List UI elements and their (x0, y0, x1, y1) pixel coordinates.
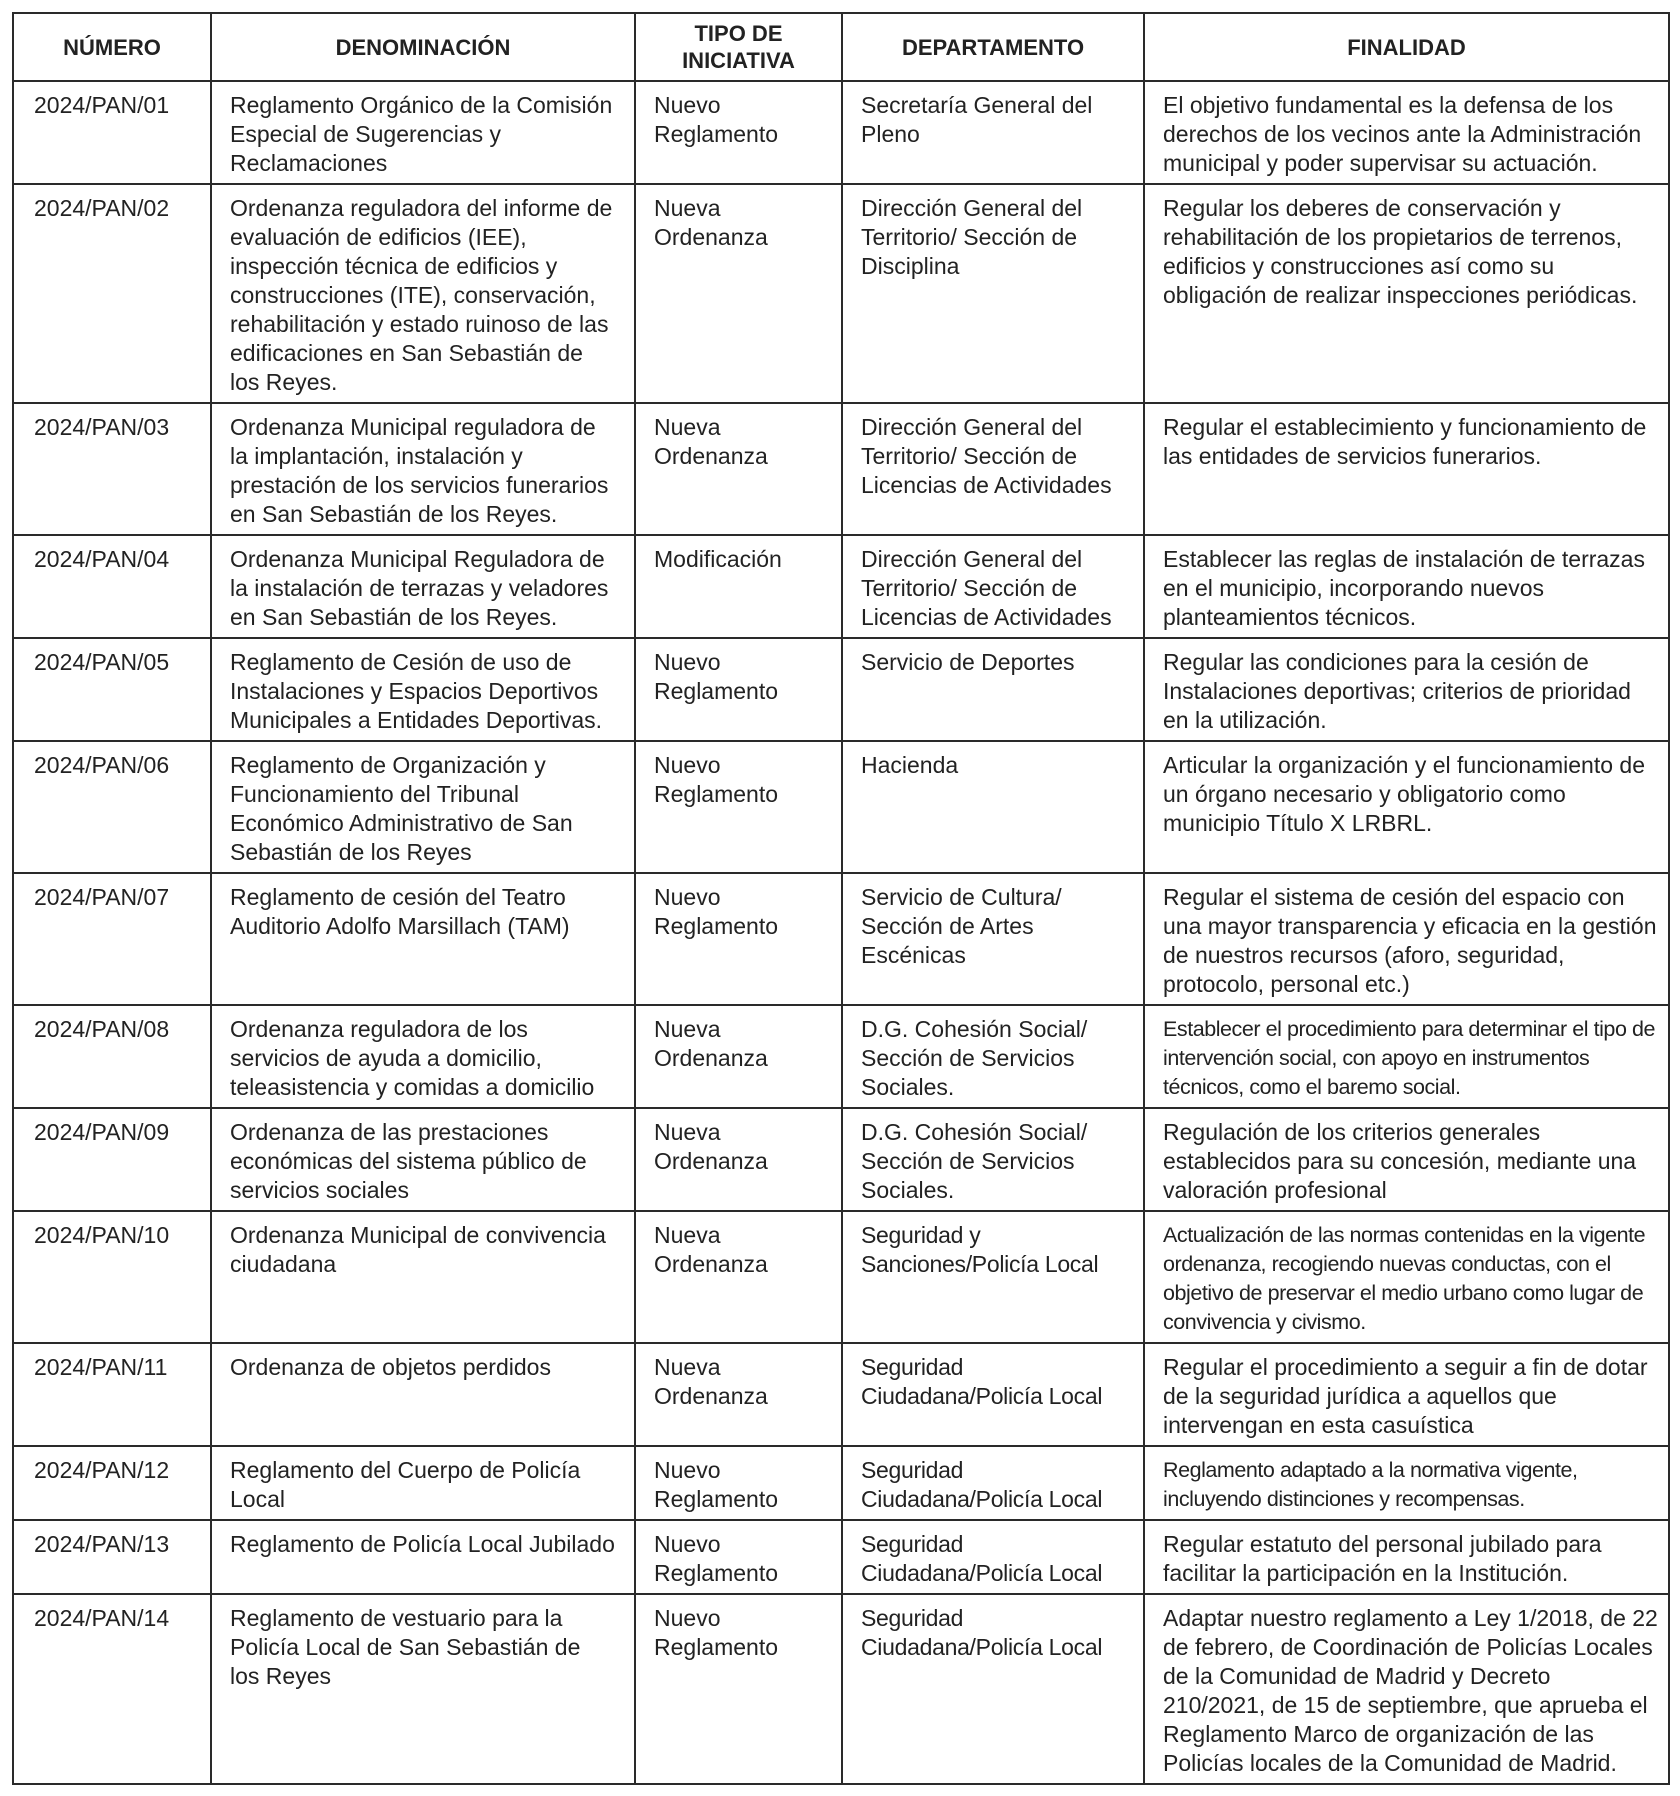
cell-finalidad: Reglamento adaptado a la normativa vigente, incluyendo distinciones y recompensas. (1144, 1446, 1669, 1520)
cell-tipo-iniciativa: Nueva Ordenanza (635, 403, 842, 535)
cell-numero: 2024/PAN/08 (13, 1005, 211, 1108)
cell-finalidad: Regular el procedimiento a seguir a fin de dotar de la seguridad jurídica a aquellos que intervengan en esta casuística (1144, 1343, 1669, 1446)
table-row (13, 1005, 1669, 1108)
cell-departamento: Servicio de Deportes (842, 638, 1144, 741)
table-row (13, 1108, 1669, 1211)
table-row (13, 638, 1669, 741)
cell-tipo-iniciativa: Nuevo Reglamento (635, 741, 842, 873)
cell-departamento: Secretaría General del Pleno (842, 81, 1144, 184)
cell-finalidad: Regulación de los criterios generales establecidos para su concesión, mediante una valoración profesional (1144, 1108, 1669, 1211)
cell-denominacion: Reglamento de cesión del Teatro Auditorio Adolfo Marsillach (TAM) (211, 873, 635, 1005)
cell-departamento: Seguridad Ciudadana/Policía Local (842, 1446, 1144, 1520)
cell-finalidad: Regular el sistema de cesión del espacio con una mayor transparencia y eficacia en la gestión de nuestros recursos (aforo, seguridad, protocolo, personal etc.) (1144, 873, 1669, 1005)
cell-departamento: D.G. Cohesión Social/ Sección de Servicios Sociales. (842, 1005, 1144, 1108)
cell-denominacion: Reglamento de Organización y Funcionamiento del Tribunal Económico Administrativo de San Sebastián de los Reyes (211, 741, 635, 873)
cell-numero: 2024/PAN/09 (13, 1108, 211, 1211)
cell-denominacion: Ordenanza reguladora de los servicios de ayuda a domicilio, teleasistencia y comidas a domicilio (211, 1005, 635, 1108)
cell-numero: 2024/PAN/04 (13, 535, 211, 638)
cell-denominacion: Ordenanza Municipal de convivencia ciudadana (211, 1211, 635, 1343)
cell-tipo-iniciativa: Nueva Ordenanza (635, 1343, 842, 1446)
cell-tipo-iniciativa: Nuevo Reglamento (635, 1446, 842, 1520)
cell-finalidad: Establecer las reglas de instalación de terrazas en el municipio, incorporando nuevos planteamientos técnicos. (1144, 535, 1669, 638)
cell-finalidad: Actualización de las normas contenidas en la vigente ordenanza, recogiendo nuevas conductas, con el objetivo de preservar el medio urbano como lugar de convivencia y civismo. (1144, 1211, 1669, 1343)
cell-departamento: Seguridad Ciudadana/Policía Local (842, 1343, 1144, 1446)
cell-departamento: Dirección General del Territorio/ Sección de Licencias de Actividades (842, 403, 1144, 535)
cell-finalidad: Regular el establecimiento y funcionamiento de las entidades de servicios funerarios. (1144, 403, 1669, 535)
header-finalidad: FINALIDAD (1144, 13, 1669, 81)
cell-numero: 2024/PAN/07 (13, 873, 211, 1005)
cell-finalidad: Adaptar nuestro reglamento a Ley 1/2018, de 22 de febrero, de Coordinación de Policías Locales de la Comunidad de Madrid y Decreto 210/2021, de 15 de septiembre, que aprueba el Reglamento Marco de organización de las Policías locales de la Comunidad de Madrid. (1144, 1594, 1669, 1784)
cell-denominacion: Reglamento Orgánico de la Comisión Especial de Sugerencias y Reclamaciones (211, 81, 635, 184)
table-row (13, 1446, 1669, 1520)
cell-departamento: Hacienda (842, 741, 1144, 873)
table-body (13, 81, 1669, 1784)
table-row (13, 403, 1669, 535)
cell-tipo-iniciativa: Nueva Ordenanza (635, 1108, 842, 1211)
cell-tipo-iniciativa: Nuevo Reglamento (635, 638, 842, 741)
cell-finalidad: Establecer el procedimiento para determinar el tipo de intervención social, con apoyo en instrumentos técnicos, como el baremo social. (1144, 1005, 1669, 1108)
cell-numero: 2024/PAN/14 (13, 1594, 211, 1784)
cell-numero: 2024/PAN/13 (13, 1520, 211, 1594)
cell-numero: 2024/PAN/05 (13, 638, 211, 741)
table-row (13, 535, 1669, 638)
header-row (13, 13, 1669, 81)
table-row (13, 81, 1669, 184)
cell-tipo-iniciativa: Nuevo Reglamento (635, 81, 842, 184)
table-row (13, 741, 1669, 873)
cell-denominacion: Reglamento de Cesión de uso de Instalaciones y Espacios Deportivos Municipales a Entidades Deportivas. (211, 638, 635, 741)
cell-tipo-iniciativa: Modificación (635, 535, 842, 638)
cell-departamento: Servicio de Cultura/ Sección de Artes Escénicas (842, 873, 1144, 1005)
header-numero: NÚMERO (13, 13, 211, 81)
cell-numero: 2024/PAN/10 (13, 1211, 211, 1343)
cell-numero: 2024/PAN/03 (13, 403, 211, 535)
cell-numero: 2024/PAN/02 (13, 184, 211, 403)
cell-departamento: Dirección General del Territorio/ Sección de Disciplina (842, 184, 1144, 403)
regulatory-plan-table (12, 12, 1670, 1785)
cell-numero: 2024/PAN/12 (13, 1446, 211, 1520)
cell-denominacion: Ordenanza Municipal reguladora de la implantación, instalación y prestación de los servicios funerarios en San Sebastián de los Reyes. (211, 403, 635, 535)
cell-denominacion: Ordenanza reguladora del informe de evaluación de edificios (IEE), inspección técnica de edificios y construcciones (ITE), conservación, rehabilitación y estado ruinoso de las edificaciones en San Sebastián de los Reyes. (211, 184, 635, 403)
table-row (13, 873, 1669, 1005)
cell-numero: 2024/PAN/01 (13, 81, 211, 184)
header-tipo-iniciativa: TIPO DE INICIATIVA (635, 13, 842, 81)
table-row (13, 1594, 1669, 1784)
cell-finalidad: Regular estatuto del personal jubilado para facilitar la participación en la Institución. (1144, 1520, 1669, 1594)
table-row (13, 1211, 1669, 1343)
cell-denominacion: Ordenanza de objetos perdidos (211, 1343, 635, 1446)
header-departamento: DEPARTAMENTO (842, 13, 1144, 81)
cell-tipo-iniciativa: Nueva Ordenanza (635, 1211, 842, 1343)
cell-denominacion: Reglamento de vestuario para la Policía Local de San Sebastián de los Reyes (211, 1594, 635, 1784)
header-denominacion: DENOMINACIÓN (211, 13, 635, 81)
cell-denominacion: Reglamento del Cuerpo de Policía Local (211, 1446, 635, 1520)
table-row (13, 1343, 1669, 1446)
cell-departamento: Seguridad Ciudadana/Policía Local (842, 1520, 1144, 1594)
cell-numero: 2024/PAN/11 (13, 1343, 211, 1446)
cell-tipo-iniciativa: Nueva Ordenanza (635, 184, 842, 403)
cell-denominacion: Reglamento de Policía Local Jubilado (211, 1520, 635, 1594)
table-row (13, 184, 1669, 403)
cell-departamento: D.G. Cohesión Social/ Sección de Servicios Sociales. (842, 1108, 1144, 1211)
cell-finalidad: El objetivo fundamental es la defensa de los derechos de los vecinos ante la Administración municipal y poder supervisar su actuación. (1144, 81, 1669, 184)
cell-finalidad: Regular las condiciones para la cesión de Instalaciones deportivas; criterios de prioridad en la utilización. (1144, 638, 1669, 741)
cell-numero: 2024/PAN/06 (13, 741, 211, 873)
cell-tipo-iniciativa: Nuevo Reglamento (635, 1520, 842, 1594)
cell-finalidad: Articular la organización y el funcionamiento de un órgano necesario y obligatorio como municipio Título X LRBRL. (1144, 741, 1669, 873)
cell-departamento: Dirección General del Territorio/ Sección de Licencias de Actividades (842, 535, 1144, 638)
cell-departamento: Seguridad y Sanciones/Policía Local (842, 1211, 1144, 1343)
document-page (12, 12, 1670, 1785)
cell-finalidad: Regular los deberes de conservación y rehabilitación de los propietarios de terrenos, edificios y construcciones así como su obligación de realizar inspecciones periódicas. (1144, 184, 1669, 403)
cell-tipo-iniciativa: Nuevo Reglamento (635, 1594, 842, 1784)
cell-denominacion: Ordenanza de las prestaciones económicas del sistema público de servicios sociales (211, 1108, 635, 1211)
cell-tipo-iniciativa: Nueva Ordenanza (635, 1005, 842, 1108)
cell-departamento: Seguridad Ciudadana/Policía Local (842, 1594, 1144, 1784)
cell-tipo-iniciativa: Nuevo Reglamento (635, 873, 842, 1005)
cell-denominacion: Ordenanza Municipal Reguladora de la instalación de terrazas y veladores en San Sebastián de los Reyes. (211, 535, 635, 638)
table-row (13, 1520, 1669, 1594)
